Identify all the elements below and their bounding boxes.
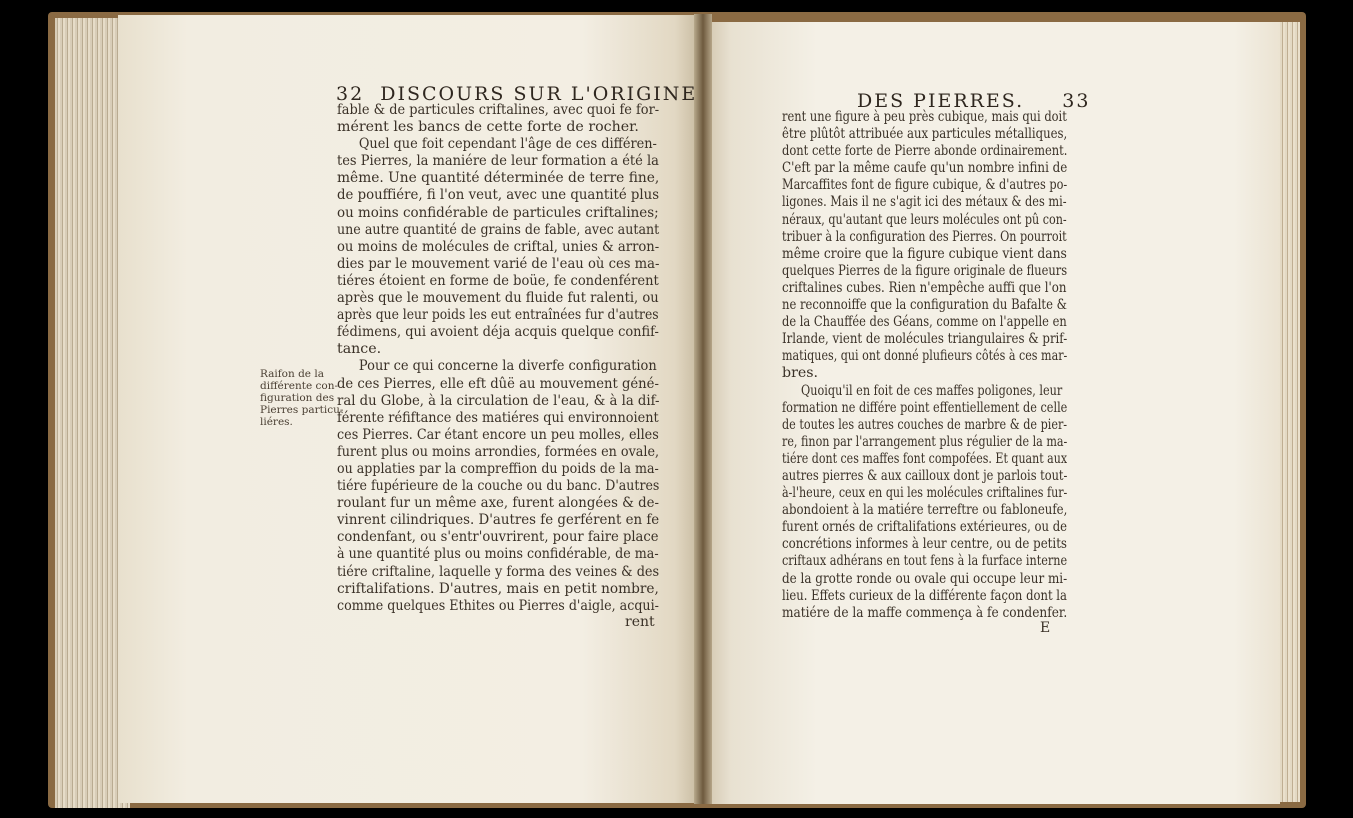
text-line: furent ornés de criftalifations extérieures, ou de	[782, 519, 1068, 536]
text-line: dies par le mouvement varié de l'eau où ces ma-	[337, 255, 660, 272]
text-line: Quel que foit cependant l'âge de ces différen-	[358, 136, 657, 153]
text-line: tribuer à la configuration des Pierres. On pourroit	[782, 228, 1067, 245]
text-line: tes Pierres, la maniére de leur formation a été la	[337, 153, 659, 170]
text-line: abondoient à la matiére terreftre ou fabloneufe,	[782, 502, 1068, 519]
text-line: matiques, qui ont donné plufieurs côtés à ces mar-	[782, 348, 1068, 365]
text-line: de toutes les autres couches de marbre & de pier-	[782, 416, 1068, 433]
text-line: tiére fupérieure de la couche ou du banc. D'autres	[337, 478, 660, 495]
margin-note-line: différente con-	[260, 380, 339, 392]
text-line: autres pierres & aux cailloux dont je parlois tout-	[782, 467, 1068, 484]
text-line: ral du Globe, à la circulation de l'eau, & à la dif-	[337, 392, 660, 409]
text-line: être plûtôt attribuée aux particules métalliques,	[782, 126, 1068, 143]
text-line: C'eft par la même caufe qu'un nombre infini de	[782, 160, 1068, 177]
left-page-number: 32	[336, 83, 365, 105]
signature-mark: E	[1040, 620, 1051, 636]
text-line: Quoiqu'il en foit de ces maffes poligones, leur	[801, 382, 1063, 399]
text-line: ne reconnoiffe que la configuration du Bafalte &	[782, 297, 1067, 314]
text-line: Marcaffites font de figure cubique, & d'autres po-	[782, 177, 1068, 194]
left-body-text	[337, 102, 659, 615]
text-line: ou applaties par la compreffion du poids de la ma-	[337, 460, 659, 477]
text-line: criftaux adhérans en tout fens à la furface interne	[782, 553, 1068, 570]
text-line: ou moins confidérable de particules criftalines;	[337, 204, 659, 221]
text-line: condenfant, ou s'entr'ouvrirent, pour faire place	[337, 529, 659, 546]
text-line: néraux, qu'autant que leurs molécules ont pû con-	[782, 211, 1067, 228]
text-line: tance.	[337, 341, 382, 358]
text-line: criftalines cubes. Rien n'empêche auffi que l'on	[782, 279, 1067, 296]
margin-note-line: liéres.	[260, 416, 293, 428]
text-line: quelques Pierres de la figure originale de flueurs	[782, 262, 1068, 279]
text-line: tiére dont ces maffes font compofées. Et quant aux	[782, 450, 1068, 467]
text-line: même. Une quantité déterminée de terre fine,	[337, 170, 660, 187]
right-page-number: 33	[1062, 90, 1091, 112]
text-line: Pour ce qui concerne la diverfe configuration	[358, 358, 657, 375]
text-line: Irlande, vient de molécules triangulaires & prif-	[782, 331, 1068, 348]
text-line: de pouffiére, fi l'on veut, avec une quantité plus	[337, 187, 660, 204]
text-line: tiéres étoient en forme de boüe, fe condenférent	[337, 272, 659, 289]
text-line: férente réfiftance des matiéres qui environnoient	[337, 409, 659, 426]
text-line: de la Chauffée des Géans, comme on l'appelle en	[782, 314, 1067, 331]
text-line: concrétions informes à leur centre, ou de petits	[782, 536, 1067, 553]
text-line: ligones. Mais il ne s'agit ici des métaux & des mi-	[782, 194, 1067, 211]
margin-note-line: figuration des	[260, 392, 335, 404]
text-line: à une quantité plus ou moins confidérable, de ma-	[337, 546, 659, 563]
margin-note	[260, 368, 344, 428]
text-line: ces Pierres. Car étant encore un peu molles, elles	[337, 426, 659, 443]
right-body-text	[782, 109, 1067, 622]
book-gutter	[694, 14, 712, 804]
text-line: dont cette forte de Pierre abonde ordinairement.	[782, 143, 1068, 160]
text-line: fable & de particules criftalines, avec quoi fe for-	[337, 102, 660, 118]
text-line: à-l'heure, ceux en qui les molécules criftalines fur-	[782, 485, 1068, 502]
text-line: bres.	[782, 365, 819, 382]
margin-note-line: Pierres particu-	[260, 404, 344, 416]
text-line: une autre quantité de grains de fable, avec autant	[337, 221, 660, 238]
text-line: après que le mouvement du fluide fut ralenti, ou	[337, 290, 659, 307]
margin-note-line: Raifon de la	[260, 368, 324, 380]
text-line: ou moins de molécules de criftal, unies & arron-	[337, 238, 660, 255]
text-line: furent plus ou moins arrondies, formées en ovale,	[337, 443, 660, 460]
text-line: roulant fur un même axe, furent alongées & de-	[337, 495, 660, 512]
text-line: vinrent cilindriques. D'autres fe gerférent en fe	[337, 512, 660, 529]
text-line: formation ne différe point effentiellement de celle	[782, 399, 1068, 416]
text-line: mérent les bancs de cette forte de rocher.	[337, 119, 639, 136]
text-line: rent une figure à peu près cubique, mais qui doit	[782, 109, 1067, 125]
left-header-title: DISCOURS SUR L'ORIGINE	[380, 83, 698, 105]
text-line: de la grotte ronde ou ovale qui occupe leur mi-	[782, 570, 1068, 587]
left-catchword: rent	[625, 614, 655, 630]
text-line: de ces Pierres, elle eft dûë au mouvement géné-	[337, 375, 659, 392]
text-line: tiére criftaline, laquelle y forma des veines & des	[337, 563, 660, 580]
text-line: re, finon par l'arrangement plus régulier de la ma-	[782, 433, 1068, 450]
right-header-title: DES PIERRES.	[857, 90, 1025, 112]
text-line: lieu. Effets curieux de la différente façon dont la	[782, 587, 1067, 604]
text-line: fédimens, qui avoient déja acquis quelque confif-	[337, 324, 659, 341]
text-line: après que leur poids les eut entraînées fur d'autres	[337, 307, 659, 324]
text-line: même croire que la figure cubique vient dans	[782, 245, 1067, 262]
text-line: criftalifations. D'autres, mais en petit nombre,	[337, 580, 659, 597]
text-line: comme quelques Ethites ou Pierres d'aigle, acqui-	[337, 597, 659, 614]
text-line: matiére de la maffe commença à fe condenfer.	[782, 604, 1068, 621]
